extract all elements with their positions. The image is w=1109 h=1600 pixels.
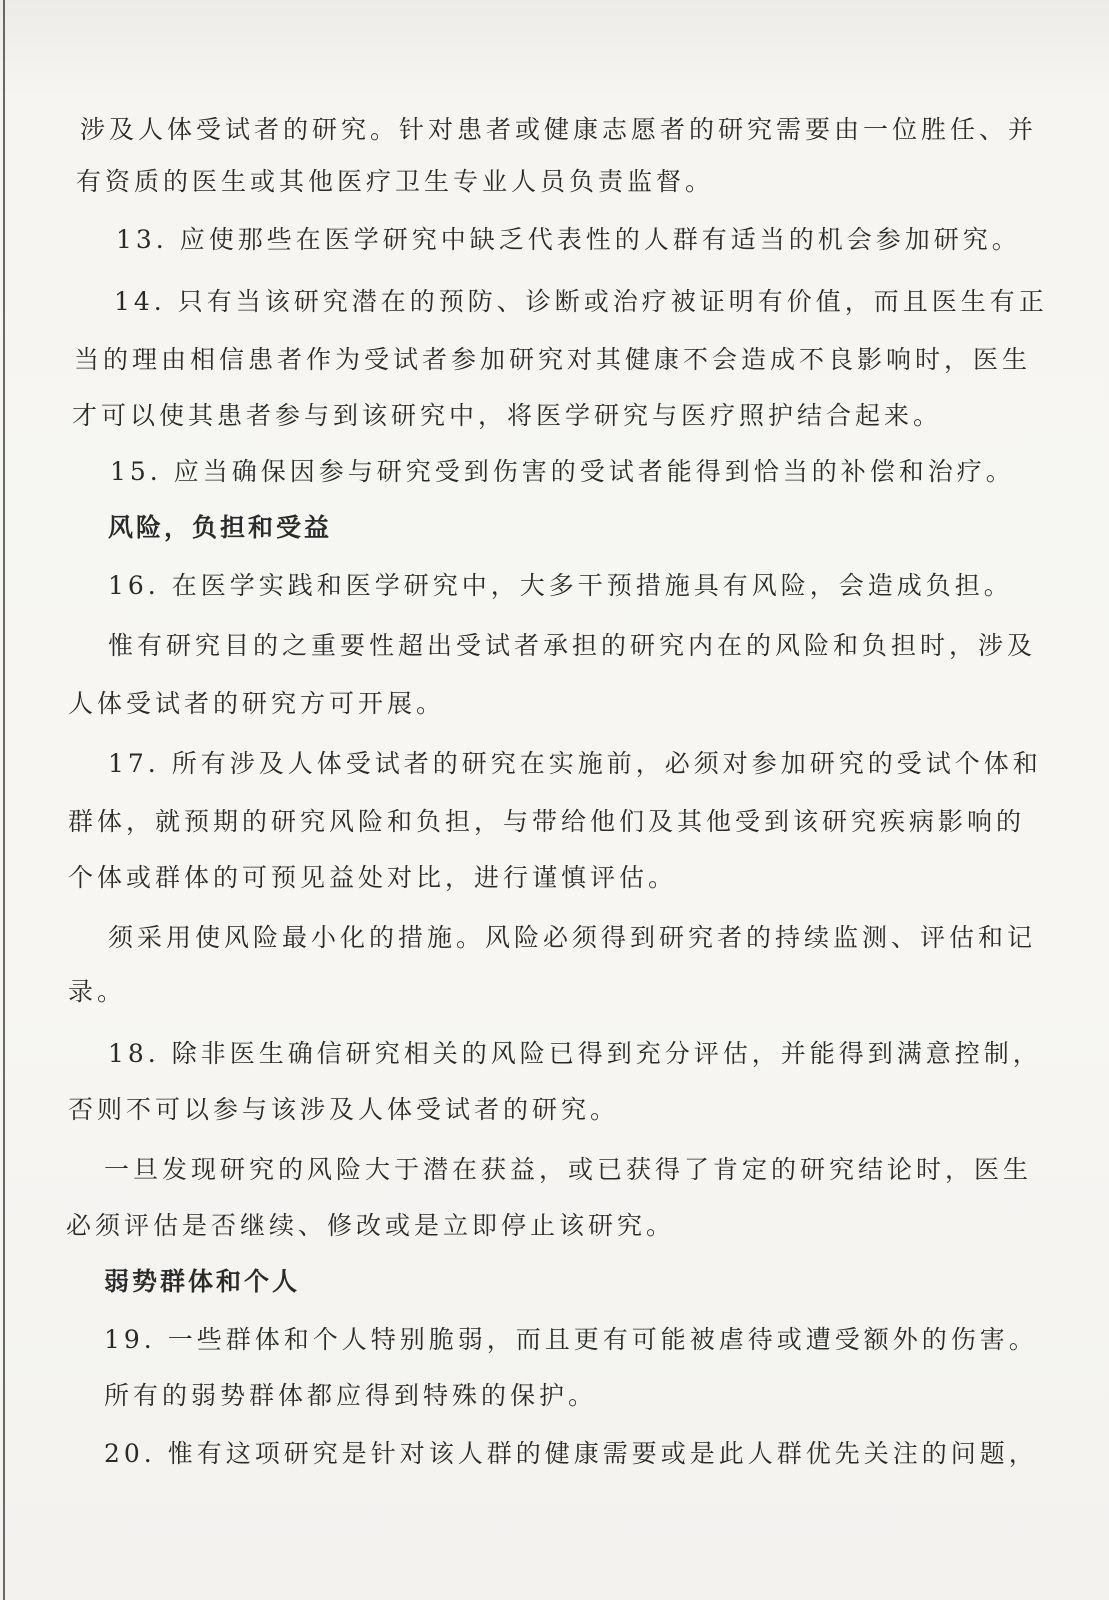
- section-heading: 弱势群体和个人: [104, 1267, 301, 1296]
- text-line: 14. 只有当该研究潜在的预防、诊断或治疗被证明有价值，而且医生有正: [114, 287, 1048, 316]
- section-heading: 风险，负担和受益: [108, 513, 333, 542]
- text-line: 所有的弱势群体都应得到特殊的保护。: [104, 1381, 598, 1410]
- text-line: 须采用使风险最小化的措施。风险必须得到研究者的持续监测、评估和记: [108, 923, 1037, 952]
- text-line: 才可以使其患者参与到该研究中，将医学研究与医疗照护结合起来。: [72, 401, 943, 430]
- text-line: 涉及人体受试者的研究。针对患者或健康志愿者的研究需要由一位胜任、并: [80, 115, 1038, 144]
- text-line: 有资质的医生或其他医疗卫生专业人员负责监督。: [76, 167, 715, 196]
- text-line: 录。: [68, 977, 127, 1006]
- text-line: 19. 一些群体和个人特别脆弱，而且更有可能被虐待或遭受额外的伤害。: [104, 1325, 1038, 1354]
- text-line: 必须评估是否继续、修改或是立即停止该研究。: [66, 1211, 676, 1240]
- text-line: 一旦发现研究的风险大于潜在获益，或已获得了肯定的研究结论时，医生: [104, 1155, 1033, 1184]
- text-line: 人体受试者的研究方可开展。: [68, 689, 446, 718]
- text-line: 15. 应当确保因参与研究受到伤害的受试者能得到恰当的补偿和治疗。: [110, 457, 1015, 486]
- text-line: 18. 除非医生确信研究相关的风险已得到充分评估，并能得到满意控制，: [108, 1039, 1042, 1068]
- text-line: 否则不可以参与该涉及人体受试者的研究。: [68, 1095, 620, 1124]
- text-line: 个体或群体的可预见益处对比，进行谨慎评估。: [68, 863, 678, 892]
- text-line: 16. 在医学实践和医学研究中，大多干预措施具有风险，会造成负担。: [108, 571, 1013, 600]
- page-edge-shadow: [3, 0, 5, 1600]
- text-line: 17. 所有涉及人体受试者的研究在实施前，必须对参加研究的受试个体和: [108, 749, 1042, 778]
- text-line: 13. 应使那些在医学研究中缺乏代表性的人群有适当的机会参加研究。: [116, 225, 1021, 254]
- text-line: 群体，就预期的研究风险和负担，与带给他们及其他受到该研究疾病影响的: [68, 807, 1026, 836]
- text-line: 当的理由相信患者作为受试者参加研究对其健康不会造成不良影响时，医生: [74, 345, 1032, 374]
- text-line: 惟有研究目的之重要性超出受试者承担的研究内在的风险和负担时，涉及: [108, 631, 1037, 660]
- text-line: 20. 惟有这项研究是针对该人群的健康需要或是此人群优先关注的问题，: [104, 1439, 1038, 1468]
